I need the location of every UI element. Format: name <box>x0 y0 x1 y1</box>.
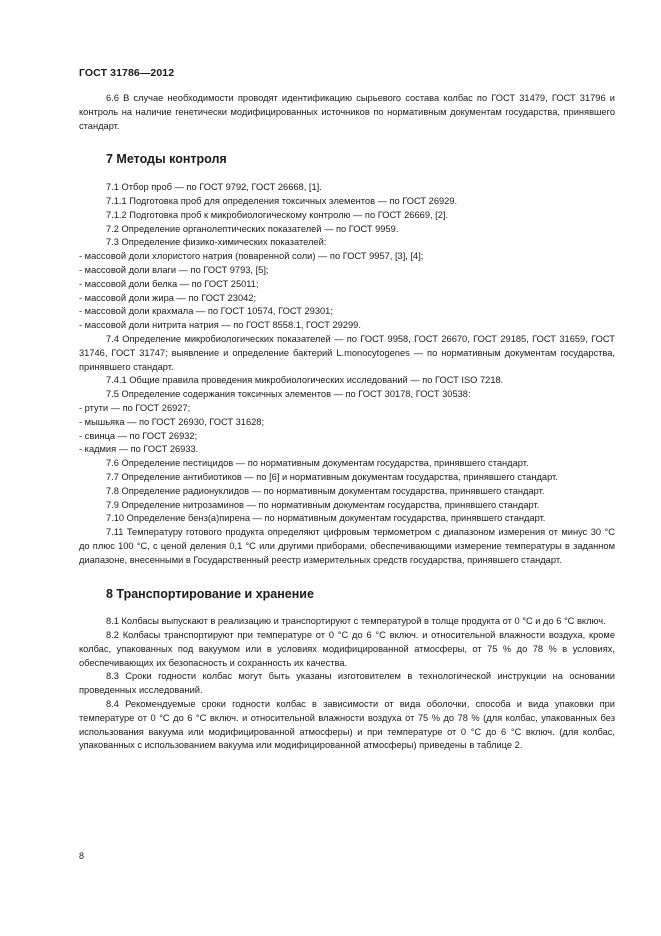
paragraph-7-4: 7.4 Определение микробиологических показателей — по ГОСТ 9958, ГОСТ 26670, ГОСТ 29185, ГОСТ 31659, ГОСТ 31746, ГОСТ 31747; выявление и определение бактерий L.monocytogenes — по нормативным документам государства, принявшего стандарт. <box>79 333 615 372</box>
paragraph-7-5: 7.5 Определение содержания токсичных элементов — по ГОСТ 30178, ГОСТ 30538: <box>106 389 471 400</box>
paragraph-7-6: 7.6 Определение пестицидов — по нормативным документам государства, принявшего стандарт. <box>106 458 529 469</box>
paragraph-7-11: 7.11 Температуру готового продукта определяют цифровым термометром с диапазоном измерения от минус 30 °С до плюс 100 °С, с ценой деления 0,1 °С или другими приборами, обеспечивающими измерение температуры в заданном диапазоне, внесенными в Государственный реестр измерительных средств государства, принявшего стандарт. <box>79 527 615 565</box>
paragraph-7-1-1: 7.1.1 Подготовка проб для определения токсичных элементов — по ГОСТ 26929. <box>106 195 458 206</box>
section-8-title: 8 Транспортирование и хранение <box>106 586 314 601</box>
paragraph-8-4: 8.4 Рекомендуемые сроки годности колбас в зависимости от вида оболочки, способа и вида упаковки при температуре от 0 °С до 6 °С включ. и относительной влажности воздуха от 75 % до 78 % (для колбас, упакованных без использования вакуума или модифицированной атмосферы) и при температуре от 0 °С до 6 °С включ. (для колбас, упакованных с использованием вакуума или модифицированной атмосферы) приведены в таблице 2. <box>79 699 615 751</box>
paragraph-8-2: 8.2 Колбасы транспортируют при температуре от 0 °С до 6 °С включ. и относительной влажности воздуха, кроме колбас, упакованных под вакуумом или в условиях модифицированной атмосферы, от 75 % до 78 % в условиях, обеспечивающих их безопасность и сохранность их качества. <box>79 630 615 668</box>
paragraph-7-4-1: 7.4.1 Общие правила проведения микробиологических исследований — по ГОСТ ISO 7218. <box>106 375 504 386</box>
list-item: - массовой доли жира — по ГОСТ 23042; <box>79 292 257 303</box>
paragraph-8-3: 8.3 Сроки годности колбас могут быть указаны изготовителем в технологической инструкции на основании проведенных исследований. <box>79 671 615 696</box>
paragraph-8-1: 8.1 Колбасы выпускают в реализацию и транспортируют с температурой в толще продукта от 0 °С и до 6 °С включ. <box>106 616 606 627</box>
paragraph-7-1-2: 7.1.2 Подготовка проб к микробиологическому контролю — по ГОСТ 26669, [2]. <box>106 209 449 220</box>
paragraph-6-6: 6.6 В случае необходимости проводят идентификацию сырьевого состава колбас по ГОСТ 31479, ГОСТ 31796 и контроль на наличие генетически модифицированных источников по нормативным документам государства, принявшего стандарт. <box>79 93 615 131</box>
paragraph-7-1: 7.1 Отбор проб — по ГОСТ 9792, ГОСТ 26668, [1]. <box>106 182 322 193</box>
page-number: 8 <box>79 851 85 861</box>
list-item: - кадмия — по ГОСТ 26933. <box>79 444 199 455</box>
list-item: - мышьяка — по ГОСТ 26930, ГОСТ 31628; <box>79 416 265 427</box>
paragraph-7-10: 7.10 Определение бенз(а)пирена — по нормативным документам государства, принявшего стандарт. <box>106 513 546 524</box>
paragraph-7-2: 7.2 Определение органолептических показателей — по ГОСТ 9959. <box>106 223 399 234</box>
list-item: - свинца — по ГОСТ 26932; <box>79 430 198 441</box>
paragraph-7-9: 7.9 Определение нитрозаминов — по нормативным документам государства, принявшего стандарт. <box>106 499 540 510</box>
document-header: ГОСТ 31786—2012 <box>79 67 175 79</box>
list-item: - массовой доли нитрита натрия — по ГОСТ 8558.1, ГОСТ 29299. <box>79 320 361 331</box>
document-body <box>79 92 615 753</box>
section-7-title: 7 Методы контроля <box>106 152 227 167</box>
list-item: - массовой доли влаги — по ГОСТ 9793, [5]; <box>79 264 269 275</box>
list-item: - массовой доли белка — по ГОСТ 25011; <box>79 278 259 289</box>
list-item: - массовой доли хлористого натрия (поваренной соли) — по ГОСТ 9957, [3], [4]; <box>79 251 424 262</box>
list-item: - массовой доли крахмала — по ГОСТ 10574, ГОСТ 29301; <box>79 306 333 317</box>
paragraph-7-7: 7.7 Определение антибиотиков — по [6] и нормативным документам государства, принявшего стандарт. <box>106 471 558 482</box>
paragraph-7-3: 7.3 Определение физико-химических показателей: <box>106 237 327 248</box>
paragraph-7-8: 7.8 Определение радионуклидов — по нормативным документам государства, принявшего стандарт. <box>106 485 545 496</box>
list-item: - ртути — по ГОСТ 26927; <box>79 402 191 413</box>
